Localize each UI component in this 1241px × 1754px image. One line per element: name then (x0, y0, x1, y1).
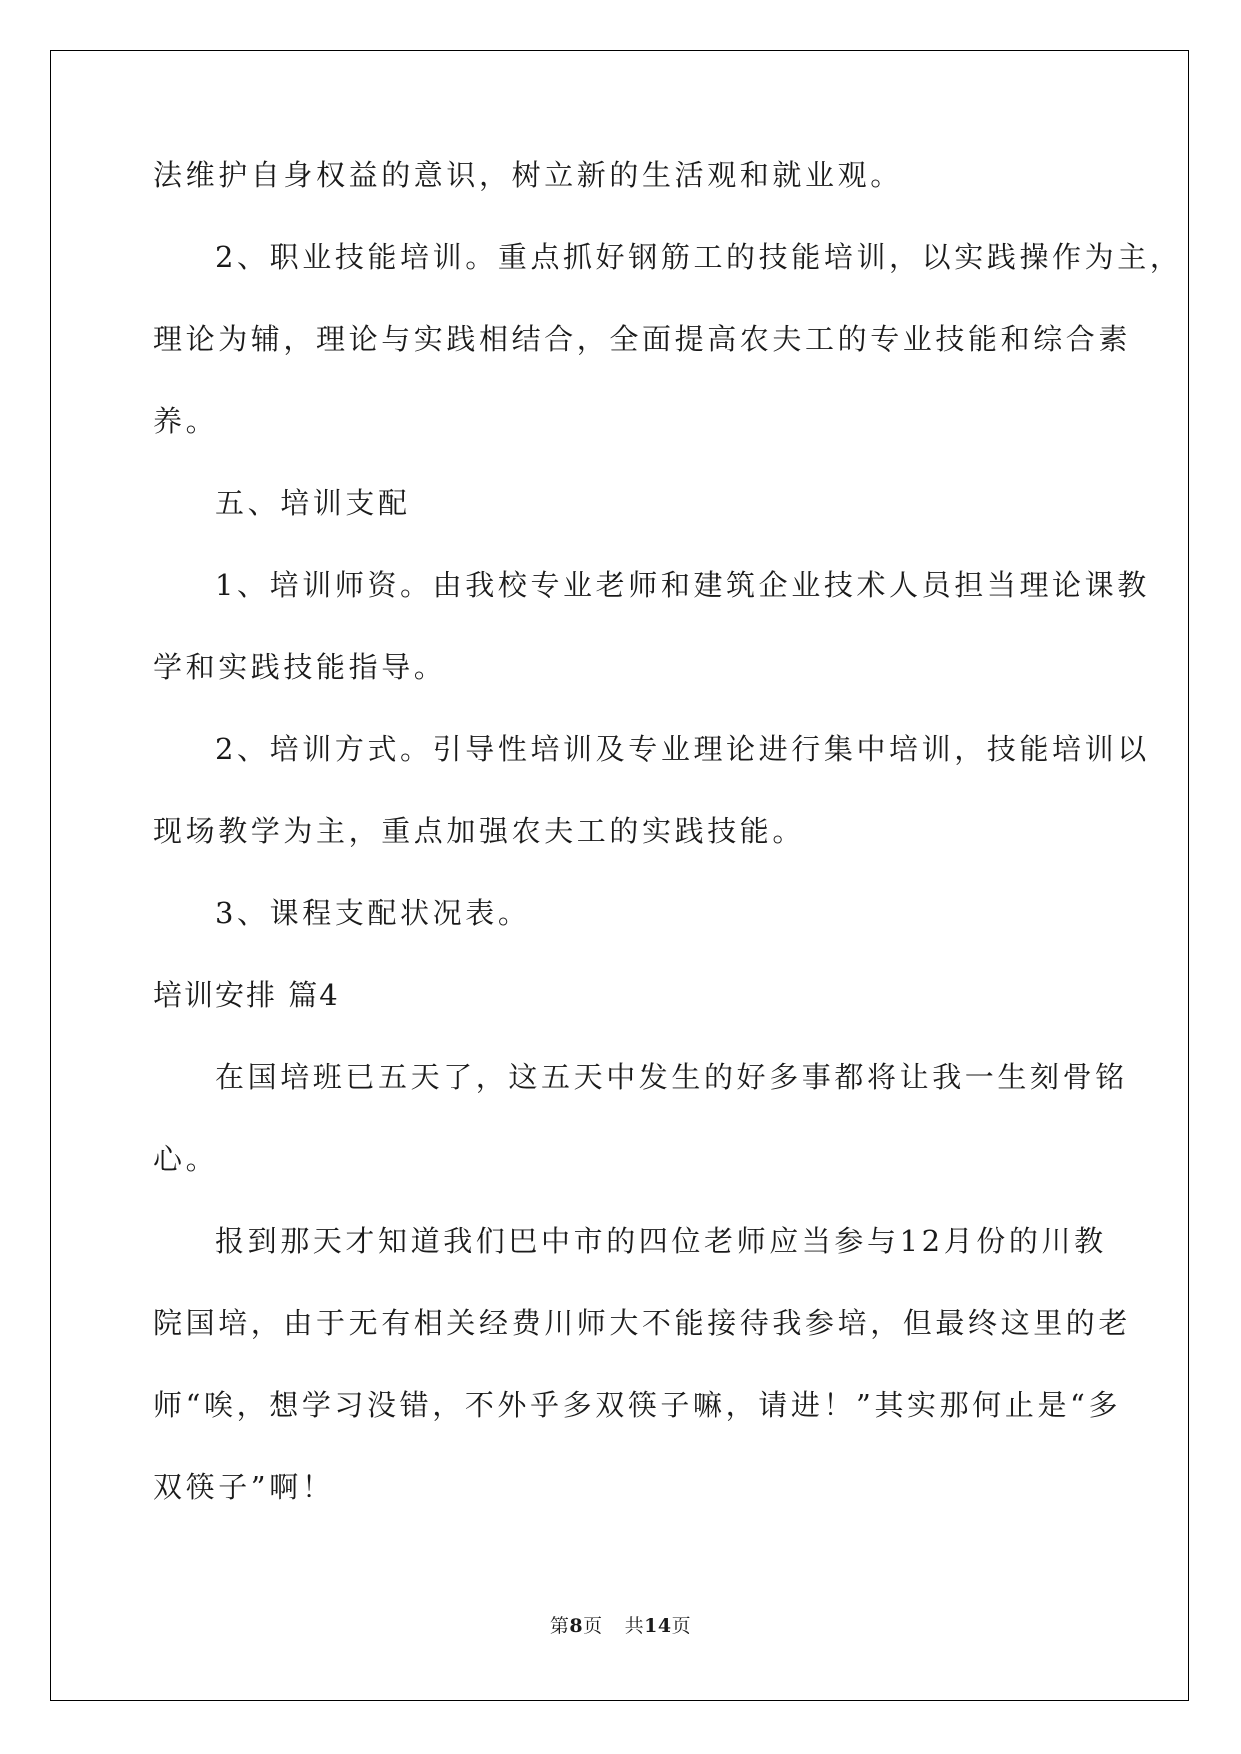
page-footer (0, 1614, 1241, 1638)
page-total: 14 (644, 1615, 672, 1637)
paragraph-line: 心。 (153, 1142, 219, 1176)
paragraph-line: 理论为辅，理论与实践相结合，全面提高农夫工的专业技能和综合素 (153, 322, 1132, 356)
paragraph-line: 院国培，由于无有相关经费川师大不能接待我参培，但最终这里的老 (153, 1306, 1132, 1340)
page-number-prefix: 第 (549, 1615, 570, 1637)
paragraph-line: 报到那天才知道我们巴中市的四位老师应当参与12月份的川教 (215, 1224, 1107, 1258)
page-total-prefix: 共 (624, 1615, 645, 1637)
paragraph-line: 法维护自身权益的意识，树立新的生活观和就业观。 (153, 158, 903, 192)
paragraph-line: 师“唉，想学习没错，不外乎多双筷子嘛，请进！”其实那何止是“多 (153, 1388, 1122, 1422)
section-heading: 五、培训支配 (215, 486, 411, 520)
paragraph-line: 养。 (153, 404, 219, 438)
page-number-suffix: 页 (583, 1615, 603, 1637)
paragraph-line: 在国培班已五天了，这五天中发生的好多事都将让我一生刻骨铭 (215, 1060, 1128, 1094)
paragraph-line: 2、培训方式。引导性培训及专业理论进行集中培训，技能培训以 (215, 732, 1150, 766)
article-title: 培训安排 篇4 (153, 978, 340, 1012)
paragraph-line: 3、课程支配状况表。 (215, 896, 531, 930)
paragraph-line: 学和实践技能指导。 (153, 650, 447, 684)
paragraph-line: 双筷子”啊！ (153, 1470, 335, 1504)
page-number-current: 8 (569, 1615, 584, 1637)
paragraph-line: 现场教学为主，重点加强农夫工的实践技能。 (153, 814, 806, 848)
page-total-suffix: 页 (671, 1615, 692, 1637)
paragraph-line: 2、职业技能培训。重点抓好钢筋工的技能培训，以实践操作为主， (215, 240, 1183, 274)
paragraph-line: 1、培训师资。由我校专业老师和建筑企业技术人员担当理论课教 (215, 568, 1150, 602)
page-frame (50, 50, 1189, 1701)
